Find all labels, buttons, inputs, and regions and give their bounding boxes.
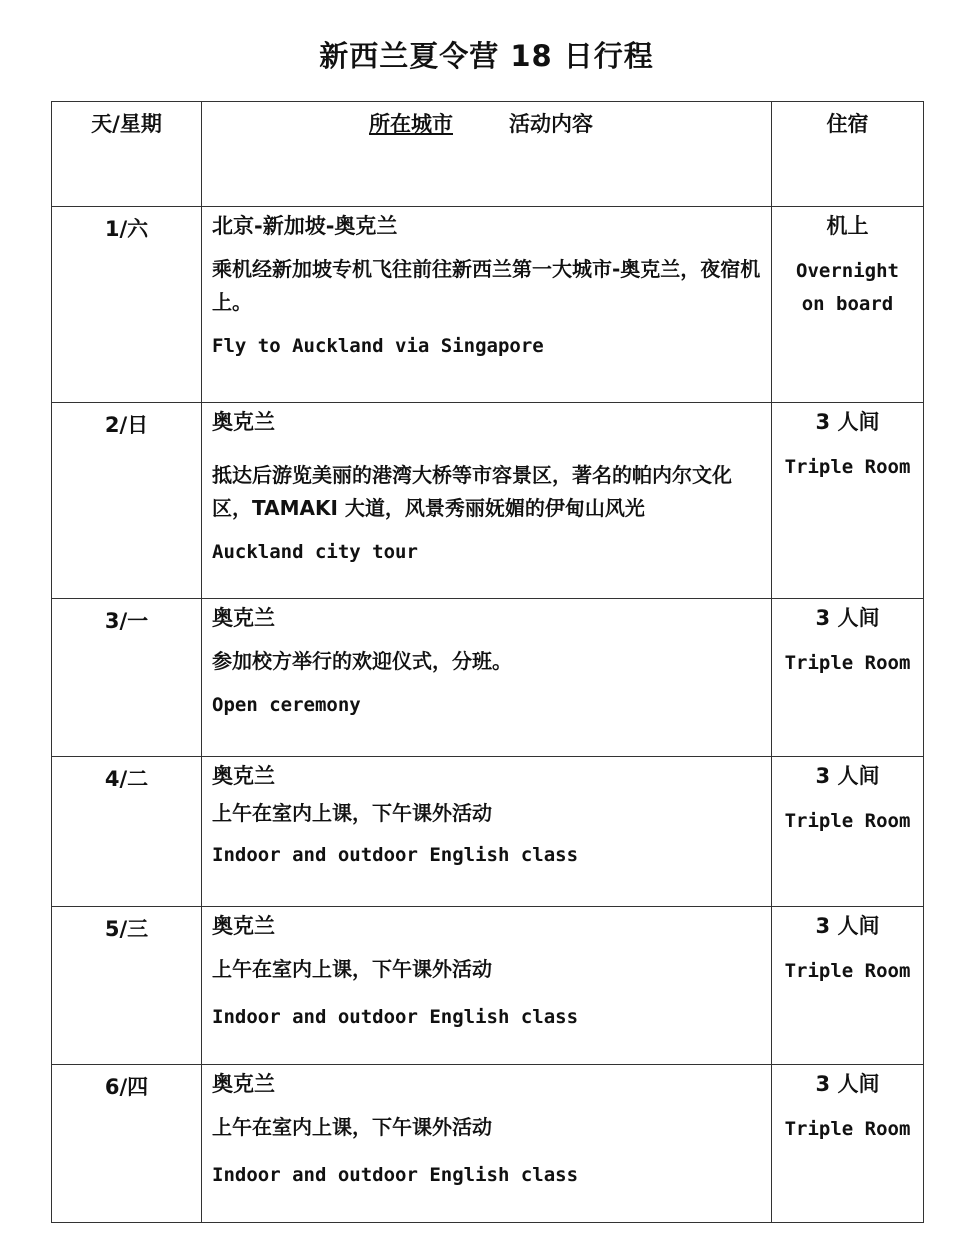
activity-en: Open ceremony [212, 694, 361, 716]
activity-cn: 乘机经新加坡专机飞往前往新西兰第一大城市-奥克兰，夜宿机上。 [212, 257, 761, 314]
stay-en: Triple Room [784, 456, 911, 478]
day-cell: 2/日 [52, 403, 202, 599]
stay-cell [772, 599, 924, 757]
stay-cn: 3 人间 [815, 606, 880, 630]
day-cell: 5/三 [52, 907, 202, 1065]
activity-en: Indoor and outdoor English class [212, 1006, 579, 1028]
stay-en: Overnight on board [796, 260, 899, 315]
header-city: 所在城市 [369, 112, 453, 136]
header-stay: 住宿 [772, 102, 924, 207]
itinerary-table [51, 101, 924, 1223]
stay-en: Triple Room [784, 960, 911, 982]
stay-cell [772, 1065, 924, 1223]
activity-cell [202, 1065, 772, 1223]
activity-cn: 参加校方举行的欢迎仪式，分班。 [212, 649, 512, 673]
header-day: 天/星期 [52, 102, 202, 207]
activity-cell [202, 403, 772, 599]
activity-en: Auckland city tour [212, 541, 418, 563]
activity-cell [202, 907, 772, 1065]
activity-cell [202, 757, 772, 907]
header-activity: 活动内容 [509, 112, 593, 136]
activity-cn: 上午在室内上课，下午课外活动 [212, 1115, 492, 1139]
stay-en: Triple Room [784, 810, 911, 832]
day-cell: 3/一 [52, 599, 202, 757]
stay-cell [772, 907, 924, 1065]
activity-en: Indoor and outdoor English class [212, 1164, 579, 1186]
city-name: 奥克兰 [212, 410, 275, 434]
stay-cn: 机上 [826, 214, 869, 238]
city-name: 奥克兰 [212, 1072, 275, 1096]
table-row [52, 599, 924, 757]
activity-cell [202, 599, 772, 757]
table-row [52, 907, 924, 1065]
table-row [52, 207, 924, 403]
day-cell: 6/四 [52, 1065, 202, 1223]
activity-cell [202, 207, 772, 403]
table-row [52, 403, 924, 599]
stay-en: Triple Room [784, 1118, 911, 1140]
stay-cell [772, 757, 924, 907]
document-title: 新西兰夏令营 18 日行程 [319, 39, 654, 73]
stay-cn: 3 人间 [815, 1072, 880, 1096]
city-name: 奥克兰 [212, 914, 275, 938]
city-name: 奥克兰 [212, 764, 275, 788]
stay-cn: 3 人间 [815, 764, 880, 788]
day-cell: 4/二 [52, 757, 202, 907]
activity-cn: 上午在室内上课，下午课外活动 [212, 801, 492, 825]
stay-cn: 3 人间 [815, 410, 880, 434]
city-name: 奥克兰 [212, 606, 275, 630]
day-cell: 1/六 [52, 207, 202, 403]
table-row [52, 757, 924, 907]
activity-en: Fly to Auckland via Singapore [212, 335, 544, 357]
stay-cell [772, 403, 924, 599]
table-row [52, 1065, 924, 1223]
stay-en: Triple Room [784, 652, 911, 674]
stay-cell [772, 207, 924, 403]
table-header-row [52, 102, 924, 207]
activity-cn: 上午在室内上课，下午课外活动 [212, 957, 492, 981]
stay-cn: 3 人间 [815, 914, 880, 938]
activity-en: Indoor and outdoor English class [212, 844, 579, 866]
header-activity-cell [202, 102, 772, 207]
activity-cn: 抵达后游览美丽的港湾大桥等市容景区，著名的帕内尔文化区，TAMAKI 大道，风景秀丽妩媚的伊甸山风光 [212, 463, 732, 520]
city-name: 北京-新加坡-奥克兰 [212, 214, 398, 238]
